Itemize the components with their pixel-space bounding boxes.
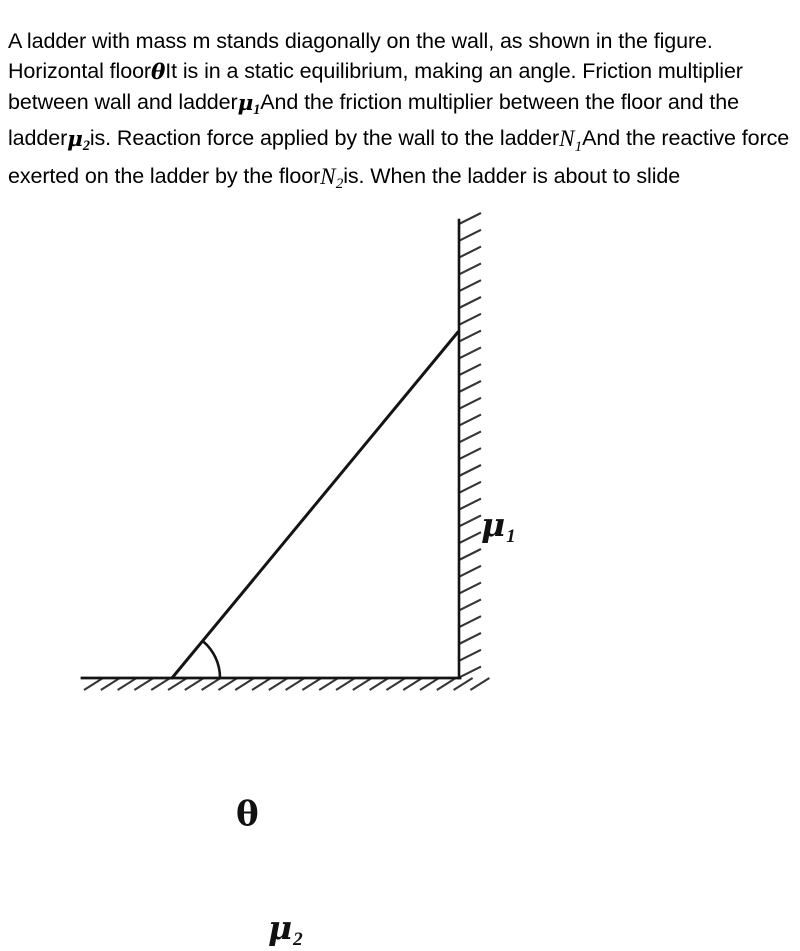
symbol-n2-inline: $N_2$ bbox=[320, 163, 344, 192]
symbol-mu2-inline: $\mu_2$ bbox=[67, 127, 90, 155]
problem-segment-10: is. When the ladder is about to slide bbox=[343, 163, 681, 188]
problem-segment-4: And the friction multiplier between the floor and the ladder bbox=[8, 89, 745, 151]
ladder-diagram bbox=[0, 200, 620, 950]
symbol-theta-inline: θ bbox=[151, 59, 166, 85]
symbol-n1-inline: $N_1$ bbox=[559, 126, 583, 155]
angle-arc bbox=[203, 641, 220, 678]
label-wall-friction: $\mu_1$ bbox=[481, 505, 516, 547]
problem-statement bbox=[8, 26, 796, 198]
floor-hatch-group bbox=[84, 678, 489, 690]
wall-hatch-group bbox=[459, 213, 481, 678]
ladder-line bbox=[172, 332, 458, 678]
symbol-mu1-inline: $\mu_1$ bbox=[237, 90, 261, 118]
label-floor-friction: $\mu_2$ bbox=[268, 908, 303, 950]
problem-segment-2: It is in a static equilibrium, making an angle. Friction multiplier between wall and ladder bbox=[8, 58, 749, 114]
problem-segment-8: And the reactive force exerted on the ladder by the floor bbox=[8, 126, 795, 188]
ladder-diagram-svg bbox=[0, 200, 620, 800]
problem-segment-6: is. Reaction force applied by the wall to the ladder bbox=[89, 126, 560, 151]
label-angle-theta: θ bbox=[236, 794, 259, 834]
problem-segment-0: A ladder with mass m stands diagonally on the wall, as shown in the figure. Horizontal floor bbox=[8, 28, 719, 83]
